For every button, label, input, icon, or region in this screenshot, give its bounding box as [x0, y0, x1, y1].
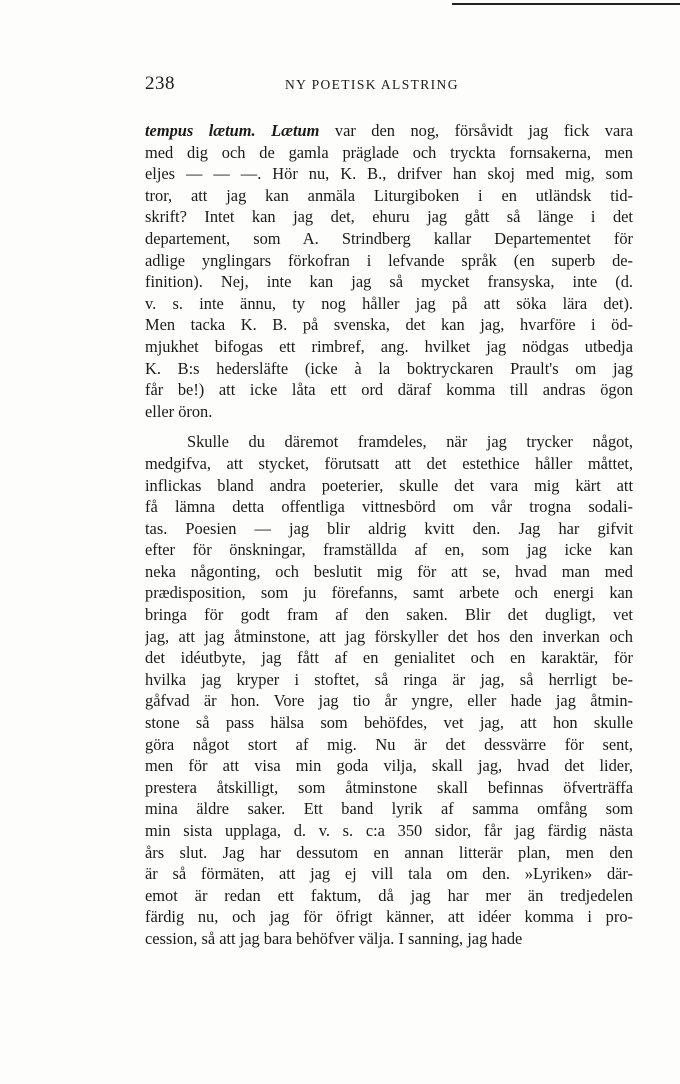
text-line: bringa för godt fram af den saken. Blir det dugligt, vet — [145, 605, 633, 625]
running-title: NY POETISK ALSTRING — [285, 77, 459, 92]
text-line: års slut. Jag har dessutom en annan litterär plan, men den — [145, 842, 633, 862]
text-line: adlige ynglingars förkofran i lefvande språk (en superb de- — [145, 250, 633, 270]
text-line: medgifva, att stycket, förutsatt att det estethice håller måttet, — [145, 453, 633, 473]
text-line: färdig nu, och jag för öfrigt känner, att idéer komma i pro- — [145, 907, 633, 927]
text-line: inflickas bland andra poeterier, skulle det vara mig kärt att — [145, 475, 633, 495]
text-line: departement, som A. Strindberg kallar Departementet för — [145, 228, 633, 248]
text-line: finition). Nej, inte kan jag så mycket fransyska, inte (d. — [145, 272, 633, 292]
text-line: göra något stort af mig. Nu är det dessvärre för sent, — [145, 734, 633, 754]
text-line: Men tacka K. B. på svenska, det kan jag, hvarföre i öd- — [145, 315, 633, 335]
top-edge-rule — [452, 3, 680, 5]
text-line: stone så pass hälsa som behöfdes, vet jag, att hon skulle — [145, 713, 633, 733]
text-line: är så förmäten, att jag ej vill tala om den. »Lyriken» där- — [145, 864, 633, 884]
page-header — [145, 73, 643, 97]
text-line: cession, så att jag bara behöfver välja. I sanning, jag hade — [145, 928, 523, 948]
text-line: K. B:s hedersläfte (icke à la boktryckaren Prault's om jag — [145, 358, 633, 378]
italic-phrase: tempus lætum. — [145, 121, 256, 140]
text-line: jag, att jag åtminstone, att jag förskyller det hos den inverkan och — [145, 626, 633, 646]
text-line: mina äldre saker. Ett band lyrik af samma omfång som — [145, 799, 633, 819]
text-line — [145, 120, 633, 142]
text-line: det idéutbyte, jag fått af en genialitet och en karaktär, för — [145, 648, 633, 668]
text-line: Skulle du däremot framdeles, när jag trycker något, — [187, 432, 633, 452]
text-line: neka någonting, och beslutit mig för att se, hvad man med — [145, 561, 633, 581]
text-line: men för att visa min goda vilja, skall jag, hvad det lider, — [145, 756, 633, 776]
paragraph-2 — [145, 431, 633, 949]
text-line: eljes — — —. Hör nu, K. B., drifver han skoj med mig, som — [145, 164, 633, 184]
text-line: v. s. inte ännu, ty nog håller jag på att söka lära det). — [145, 293, 633, 313]
text-line: få lämna detta offentliga vittnesbörd om vår trogna sodali- — [145, 497, 633, 517]
text-line: med dig och de gamla präglade och tryckta fornsakerna, men — [145, 142, 633, 162]
text-line: prestera åtskilligt, som åtminstone skall befinnas öfverträffa — [145, 777, 633, 797]
body-text — [145, 120, 633, 950]
text-line: skrift? Intet kan jag det, ehuru jag gått så länge i det — [145, 207, 633, 227]
page-number: 238 — [145, 73, 175, 94]
paragraph-1 — [145, 120, 633, 422]
text-line: hvilka jag kryper i stoftet, så ringa är jag, så herrligt be- — [145, 669, 633, 689]
text-line: får be!) att icke låta ett ord däraf komma till andras ögon — [145, 380, 633, 400]
text-line: eller öron. — [145, 401, 213, 421]
text-line: efter för önskningar, framställda af en, som jag icke kan — [145, 540, 633, 560]
text-line: mjukhet bifogas ett rimbref, ang. hvilket jag nödgas utbedja — [145, 336, 633, 356]
text-line: gåfvad är hon. Vore jag tio år yngre, eller hade jag åtmin- — [145, 691, 633, 711]
text-line: min sista upplaga, d. v. s. c:a 350 sidor, får jag färdig nästa — [145, 821, 633, 840]
text-line: tror, att jag kan anmäla Liturgiboken i en utländsk tid- — [145, 185, 633, 205]
text-line: prædisposition, som ju förefanns, samt arbete och energi kan — [145, 583, 633, 603]
text-line: tas. Poesien — jag blir aldrig kvitt den. Jag har gifvit — [145, 518, 633, 538]
text-line: emot är redan ett faktum, då jag har mer än tredjedelen — [145, 885, 633, 905]
italic-word: Lætum — [271, 121, 320, 140]
line-rest: var den nog, försåvidt jag fick vara — [319, 121, 633, 140]
